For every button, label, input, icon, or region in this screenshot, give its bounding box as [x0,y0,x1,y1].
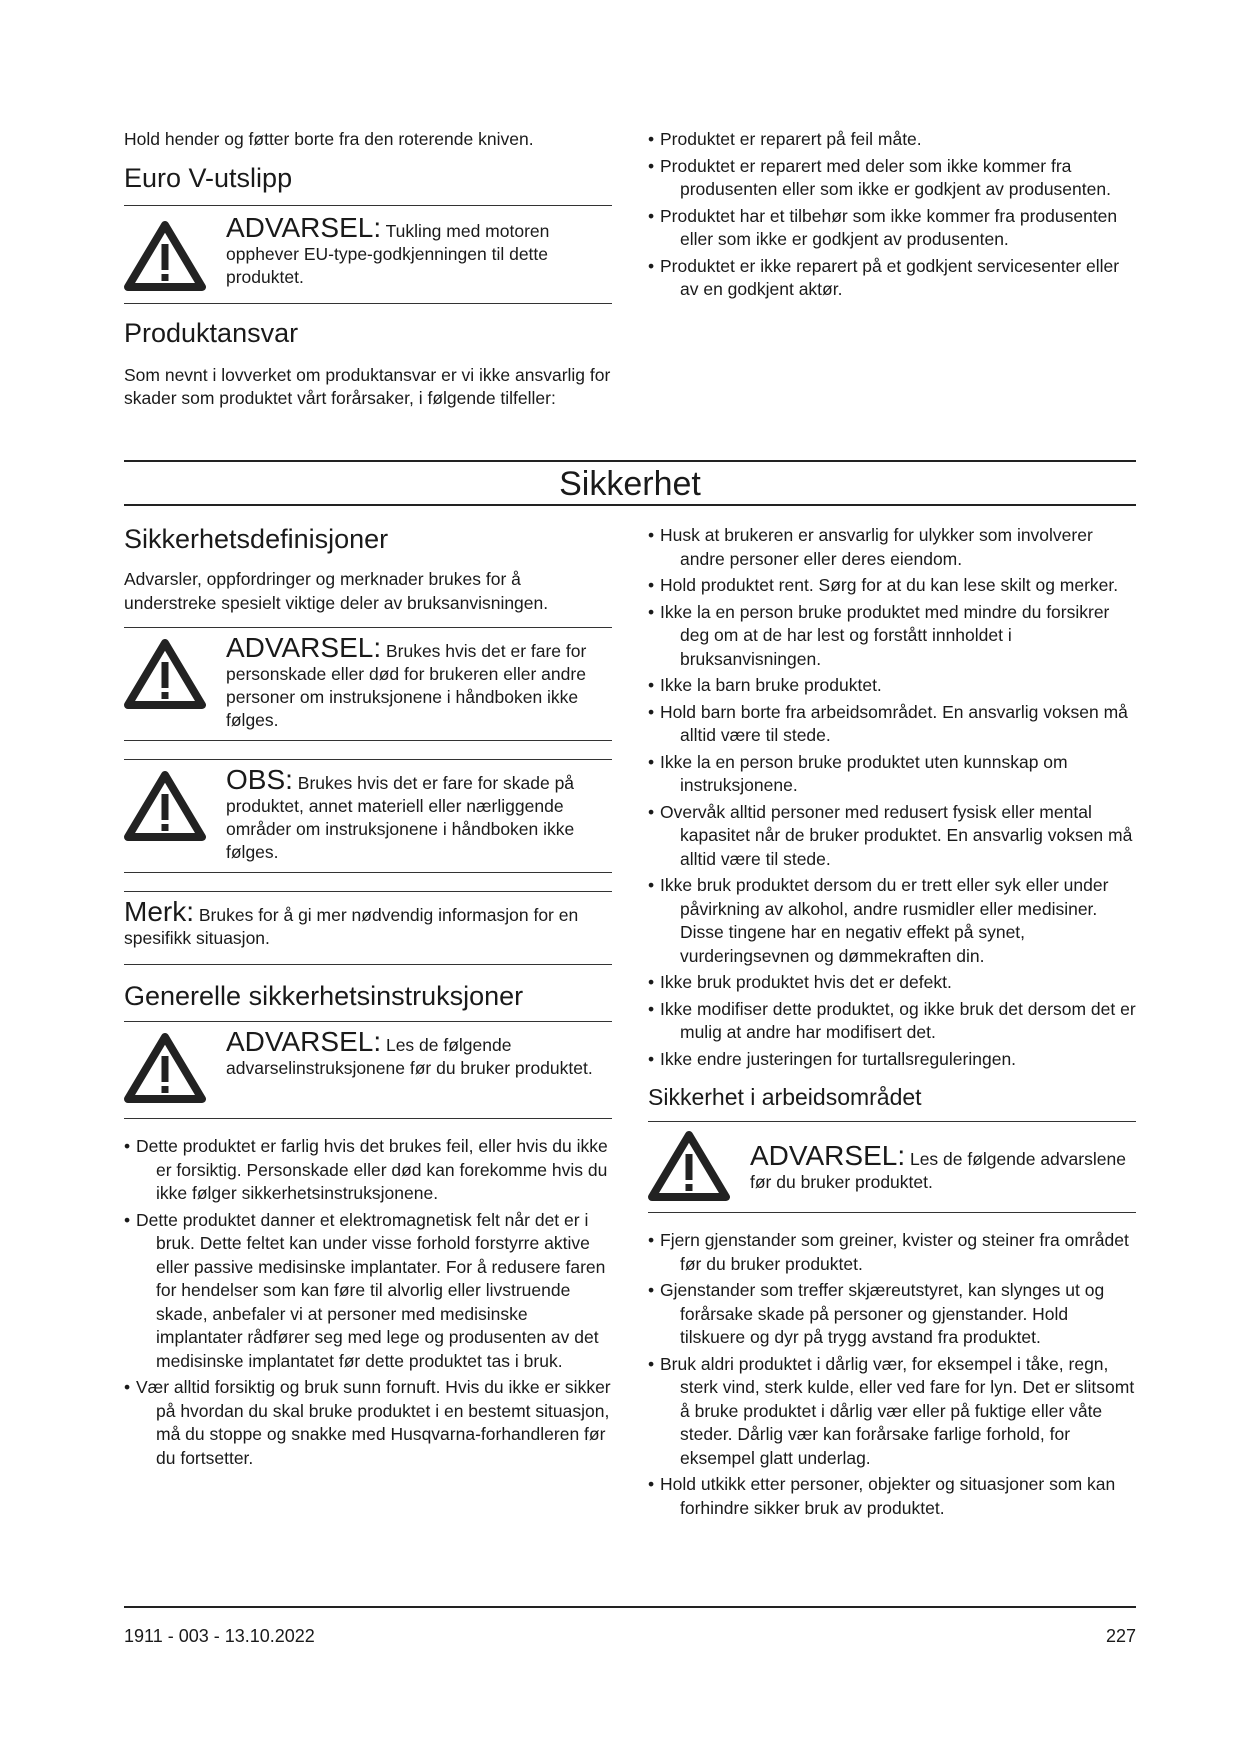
note-text [124,896,612,950]
list-item: • Vær alltid forsiktig og bruk sunn fornuft. Hvis du ikke er sikker på hvordan du skal bruke produktet i en bestemt situasjon, må du stoppe og snakke med Husqvarna-forhandleren før du fortsetter. [124,1376,612,1470]
section-rule-top [124,460,1136,462]
defs-text: Advarsler, oppfordringer og merknader brukes for å understreke spesielt viktige deler av bruksanvisningen. [124,569,549,613]
divider [124,303,612,304]
right-column [648,524,1136,1523]
note-keyword: Merk: [124,896,194,927]
general-heading: Generelle sikkerhetsinstruksjoner [124,981,524,1011]
list-item: • Overvåk alltid personer med redusert fysisk eller mental kapasitet når de bruker produktet. En ansvarlig voksen må alltid være til stede. [648,801,1136,872]
warning-body: Brukes hvis det er fare for personskade eller død for brukeren eller andre personer om instruksjonene i håndboken ikke følges. [226,641,587,730]
list-item: • Dette produktet danner et elektromagnetisk felt når det er i bruk. Dette feltet kan under visse forhold forstyrre aktive eller passive medisinske implantater. For å redusere faren for hendelser som kan føre til alvorlig eller livstruende skade, anbefaler vi at personer med medisinske implantater rådfører seg med lege og produsenten av det medisinske implantatet før dette produktet tas i bruk. [124,1209,612,1374]
warning-general [124,1022,612,1118]
divider [648,1212,1136,1213]
warning-keyword: ADVARSEL: [226,211,382,243]
list-item: • Produktet er reparert med deler som ikke kommer fra produsenten eller som ikke er godkjent av produsenten. [648,155,1136,202]
work-area-heading: Sikkerhet i arbeidsområdet [648,1084,922,1110]
work-area-bullet-list [648,1229,1136,1520]
top-left-column [124,128,612,411]
list-item: • Gjenstander som treffer skjæreutstyret, kan slynges ut og forårsake skade på personer og gjenstander. Hold tilskuere og dyr på trygg avstand fra produktet. [648,1279,1136,1350]
list-item: • Ikke endre justeringen for turtallsreguleringen. [648,1048,1136,1072]
intro-line: Hold hender og føtter borte fra den roterende kniven. [124,129,534,149]
list-item: • Bruk aldri produktet i dårlig vær, for eksempel i tåke, regn, sterk vind, sterk kulde, eller ved fare for lyn. Det er slitsomt å bruke produktet i dårlig vær eller på fuktige eller våte steder. Dårlig vær kan forårsake farlige forhold, for eksempel glatt underlag. [648,1353,1136,1471]
warning-keyword: ADVARSEL: [750,1140,906,1171]
general-bullet-list [124,1135,612,1470]
warning-caution [124,760,612,872]
list-item: • Hold utkikk etter personer, objekter og situasjoner som kan forhindre sikker bruk av produktet. [648,1473,1136,1520]
list-item: • Ikke bruk produktet hvis det er defekt. [648,971,1136,995]
divider [124,872,612,873]
warning-text [226,764,612,864]
left-column [124,522,612,1473]
warning-text [226,1026,612,1080]
list-item: • Hold barn borte fra arbeidsområdet. En ansvarlig voksen må alltid være til stede. [648,701,1136,748]
warning-body: Tukling med motoren opphever EU-type-godkjenningen til dette produktet. [226,220,550,287]
warning-triangle-icon [124,770,206,842]
warning-triangle-icon [648,1130,730,1202]
list-item: • Ikke modifiser dette produktet, og ikke bruk det dersom det er mulig at andre har modifisert det. [648,998,1136,1045]
page-number: 227 [1105,1626,1136,1646]
liability-bullet-list [648,128,1136,302]
warning-keyword: ADVARSEL: [226,1026,382,1057]
euro-heading: Euro V-utslipp [124,162,293,193]
liability-heading: Produktansvar [124,317,299,348]
note-block [124,892,612,964]
euro-warning [124,206,612,303]
warning-work-area [648,1122,1136,1212]
list-item: • Ikke la en person bruke produktet uten kunnskap om instruksjonene. [648,751,1136,798]
list-item: • Produktet har et tilbehør som ikke kommer fra produsenten eller som ikke er godkjent av produsenten. [648,205,1136,252]
warning-personal [124,628,612,740]
footer-doc-ref: 1911 - 003 - 13.10.2022 [124,1626,315,1646]
section-title: Sikkerhet [559,465,701,503]
list-item: • Ikke bruk produktet dersom du er trett eller syk eller under påvirkning av alkohol, andre rusmidler eller medisiner. Disse tingene har en negativ effekt på synet, vurderingsevnen og dømmekraften din. [648,874,1136,968]
list-item: • Ikke la en person bruke produktet med mindre du forsikrer deg om at de har lest og forstått innholdet i bruksanvisningen. [648,601,1136,672]
footer-rule [124,1606,1136,1608]
list-item: • Dette produktet er farlig hvis det brukes feil, eller hvis du ikke er forsiktig. Personskade eller død kan forekomme hvis du ikke følger sikkerhetsinstruksjonene. [124,1135,612,1206]
list-item: • Fjern gjenstander som greiner, kvister og steiner fra området før du bruker produktet. [648,1229,1136,1276]
divider [124,964,612,965]
list-item: • Ikke la barn bruke produktet. [648,674,1136,698]
list-item: • Produktet er reparert på feil måte. [648,128,1136,152]
warning-body: Les de følgende advarselinstruksjonene før du bruker produktet. [226,1035,593,1078]
top-right-column [648,128,1136,305]
warning-keyword: ADVARSEL: [226,632,382,663]
warning-triangle-icon [124,220,206,292]
warning-triangle-icon [124,1032,206,1104]
divider [124,740,612,741]
list-item: • Produktet er ikke reparert på et godkjent servicesenter eller av en godkjent aktør. [648,255,1136,302]
warning-triangle-icon [124,638,206,710]
defs-heading: Sikkerhetsdefinisjoner [124,524,389,554]
list-item: • Husk at brukeren er ansvarlig for ulykker som involverer andre personer eller deres eiendom. [648,524,1136,571]
euro-warning-text [226,211,612,289]
safety-bullet-list [648,524,1136,1071]
section-rule-bottom [124,504,1136,506]
warning-body: Brukes hvis det er fare for skade på produktet, annet materiell eller nærliggende områder om instruksjonene i håndboken ikke følges. [226,773,575,862]
warning-text [226,632,612,732]
list-item: • Hold produktet rent. Sørg for at du kan lese skilt og merker. [648,574,1136,598]
note-body: Brukes for å gi mer nødvendig informasjon for en spesifikk situasjon. [124,905,579,948]
warning-keyword: OBS: [226,764,293,795]
liability-text: Som nevnt i lovverket om produktansvar er vi ikke ansvarlig for skader som produktet vårt forårsaker, i følgende tilfeller: [124,364,611,408]
divider [124,1118,612,1119]
warning-text [750,1140,1136,1194]
warning-body: Les de følgende advarslene før du bruker produktet. [750,1149,1126,1192]
